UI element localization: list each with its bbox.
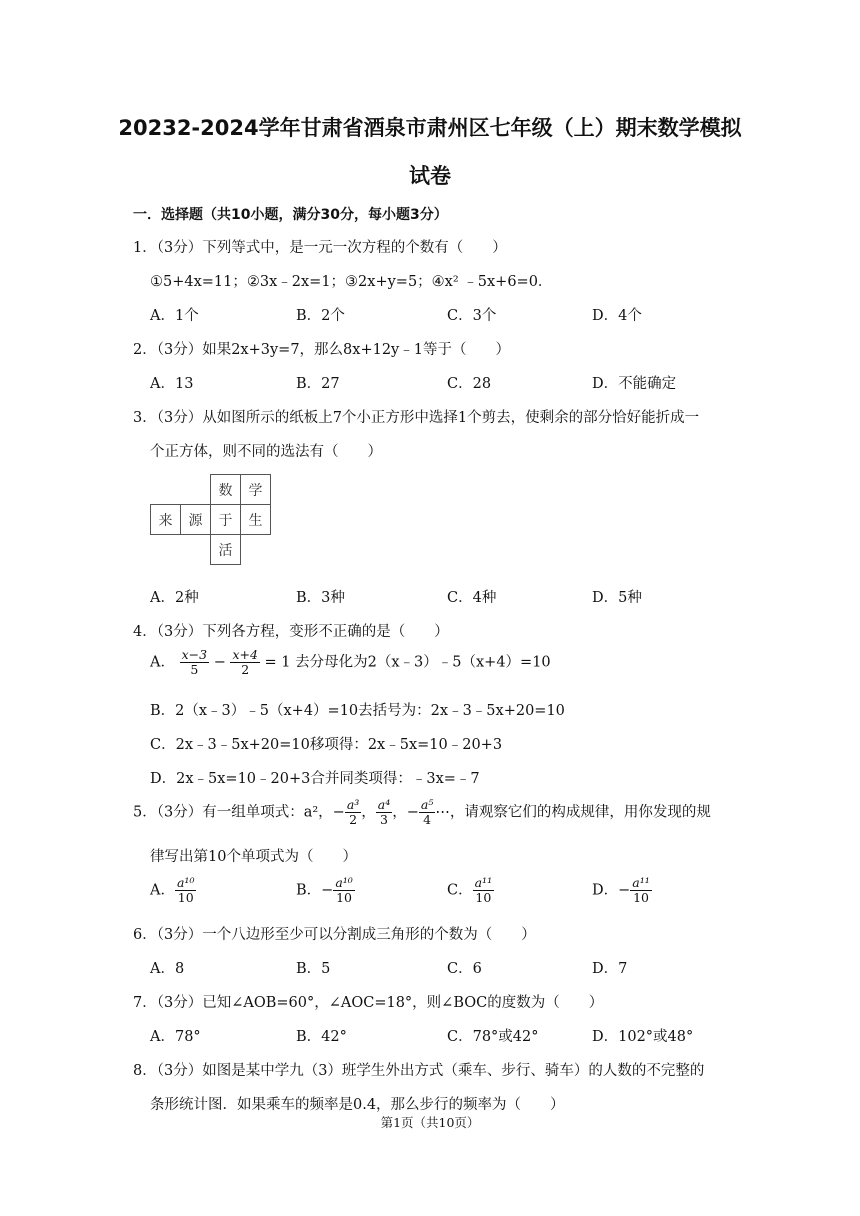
net-cell: 数 (211, 475, 241, 505)
q4-option-c: C．2x﹣3﹣5x+20=10移项得：2x﹣5x=10﹣20+3 (150, 737, 503, 753)
numerator: a¹¹ (474, 875, 493, 890)
denominator: 10 (475, 889, 492, 905)
q7-option-d: D．102°或48° (592, 1029, 694, 1045)
denominator: 3 (380, 811, 388, 827)
fraction (376, 798, 392, 827)
net-cell: 学 (241, 475, 271, 505)
q5-option-c (447, 876, 494, 905)
q7-stem: 7．（3分）已知∠AOB=60°，∠AOC=18°，则∠BOC的度数为（ ） (133, 995, 604, 1011)
fraction (333, 876, 354, 905)
denominator: 5 (190, 661, 199, 677)
doc-title-line2: 试卷 (409, 164, 451, 188)
q2-option-d: D．不能确定 (592, 376, 677, 392)
q1-option-c: C．3个 (447, 308, 497, 324)
fraction (230, 648, 259, 677)
doc-title-line1: 20232-2024学年甘肃省酒泉市肃州区七年级（上）期末数学模拟 (118, 116, 742, 140)
denominator: 10 (633, 889, 649, 905)
fraction (630, 876, 651, 905)
q4-option-a (150, 648, 551, 677)
numerator: a⁴ (377, 797, 391, 812)
q4-option-d: D．2x﹣5x=10﹣20+3合并同类项得：﹣3x=﹣7 (150, 771, 480, 787)
q3-option-a: A．2种 (150, 590, 199, 606)
q3-stem-line1: 3．（3分）从如图所示的纸板上7个小正方形中选择1个剪去，使剩余的部分恰好能折成一 (133, 410, 700, 426)
denominator: 2 (349, 811, 358, 827)
option-label: D． (592, 882, 619, 899)
q6-option-d: D．7 (592, 961, 628, 977)
numerator: x−3 (181, 647, 208, 662)
net-cell: 生 (241, 505, 271, 535)
q6-option-c: C．6 (447, 961, 482, 977)
numerator: a¹¹ (632, 875, 650, 890)
numerator: x+4 (232, 647, 258, 662)
separator: ， (361, 804, 376, 821)
q3-option-b: B．3种 (296, 590, 345, 606)
option-label: C． (447, 882, 473, 899)
q5-text: ⋯，请观察它们的构成规律，用你发现的规 (435, 804, 711, 821)
q4-option-b: B．2（x﹣3）﹣5（x+4）=10去括号为：2x﹣3﹣5x+20=10 (150, 703, 565, 719)
denominator: 2 (241, 661, 250, 677)
q4-a-text: = 1 去分母化为2（x﹣3）﹣5（x+4）=10 (264, 654, 551, 671)
numerator: a⁵ (420, 797, 434, 812)
cube-net-figure (150, 474, 271, 565)
separator: ， (392, 804, 407, 821)
fraction (419, 798, 435, 827)
net-cell: 源 (181, 505, 211, 535)
minus-sign: − (213, 654, 226, 671)
denominator: 4 (423, 811, 432, 827)
q2-option-c: C．28 (447, 376, 492, 392)
numerator: a¹⁰ (335, 875, 353, 890)
minus-sign: − (406, 804, 419, 821)
fraction (180, 648, 209, 677)
fraction (473, 876, 494, 905)
q8-stem-line1: 8．（3分）如图是某中学九（3）班学生外出方式（乘车、步行、骑车）的人数的不完整的 (133, 1063, 705, 1079)
q3-stem-line2: 个正方体，则不同的选法有（ ） (150, 444, 382, 460)
q4-stem: 4．（3分）下列各方程，变形不正确的是（ ） (133, 624, 449, 640)
q5-text: 5．（3分）有一组单项式：a²， (133, 804, 333, 821)
denominator: 10 (336, 889, 352, 905)
sign: − (321, 882, 334, 899)
q1-equations: ①5+4x=11；②3x﹣2x=1；③2x+y=5；④x² ﹣5x+6=0． (150, 274, 553, 290)
q4-a-label: A． (150, 654, 175, 671)
q6-option-b: B．5 (296, 961, 331, 977)
minus-sign: − (332, 804, 345, 821)
q2-stem: 2．（3分）如果2x+3y=7，那么8x+12y﹣1等于（ ） (133, 342, 510, 358)
q7-option-b: B．42° (296, 1029, 347, 1045)
numerator: a¹⁰ (176, 875, 195, 890)
section-heading: 一．选择题（共10小题，满分30分，每小题3分） (133, 207, 448, 223)
q5-option-b (296, 876, 355, 905)
fraction (175, 876, 196, 905)
q1-option-d: D．4个 (592, 308, 642, 324)
denominator: 10 (177, 889, 194, 905)
q5-option-d (592, 876, 652, 905)
net-cell: 于 (211, 505, 241, 535)
net-cell: 来 (151, 505, 181, 535)
q3-option-c: C．4种 (447, 590, 497, 606)
q2-option-b: B．27 (296, 376, 340, 392)
q7-option-c: C．78°或42° (447, 1029, 539, 1045)
option-label: A． (150, 882, 175, 899)
option-label: B． (296, 882, 322, 899)
numerator: a³ (346, 797, 360, 812)
q7-option-a: A．78° (150, 1029, 201, 1045)
q2-option-a: A．13 (150, 376, 194, 392)
page-footer: 第1页（共10页） (380, 1115, 480, 1130)
net-cell: 活 (211, 535, 241, 565)
q5-stem-line2: 律写出第10个单项式为（ ） (150, 849, 357, 865)
q5-option-a (150, 876, 196, 905)
q8-stem-line2: 条形统计图．如果乘车的频率是0.4，那么步行的频率为（ ） (150, 1097, 565, 1113)
sign: − (618, 882, 631, 899)
q1-option-a: A．1个 (150, 308, 199, 324)
q3-option-d: D．5种 (592, 590, 642, 606)
q6-option-a: A．8 (150, 961, 185, 977)
q5-stem-line1 (133, 798, 711, 827)
q1-stem: 1．（3分）下列等式中，是一元一次方程的个数有（ ） (133, 240, 507, 256)
q6-stem: 6．（3分）一个八边形至少可以分割成三角形的个数为（ ） (133, 927, 536, 943)
q1-option-b: B．2个 (296, 308, 345, 324)
fraction (345, 798, 361, 827)
